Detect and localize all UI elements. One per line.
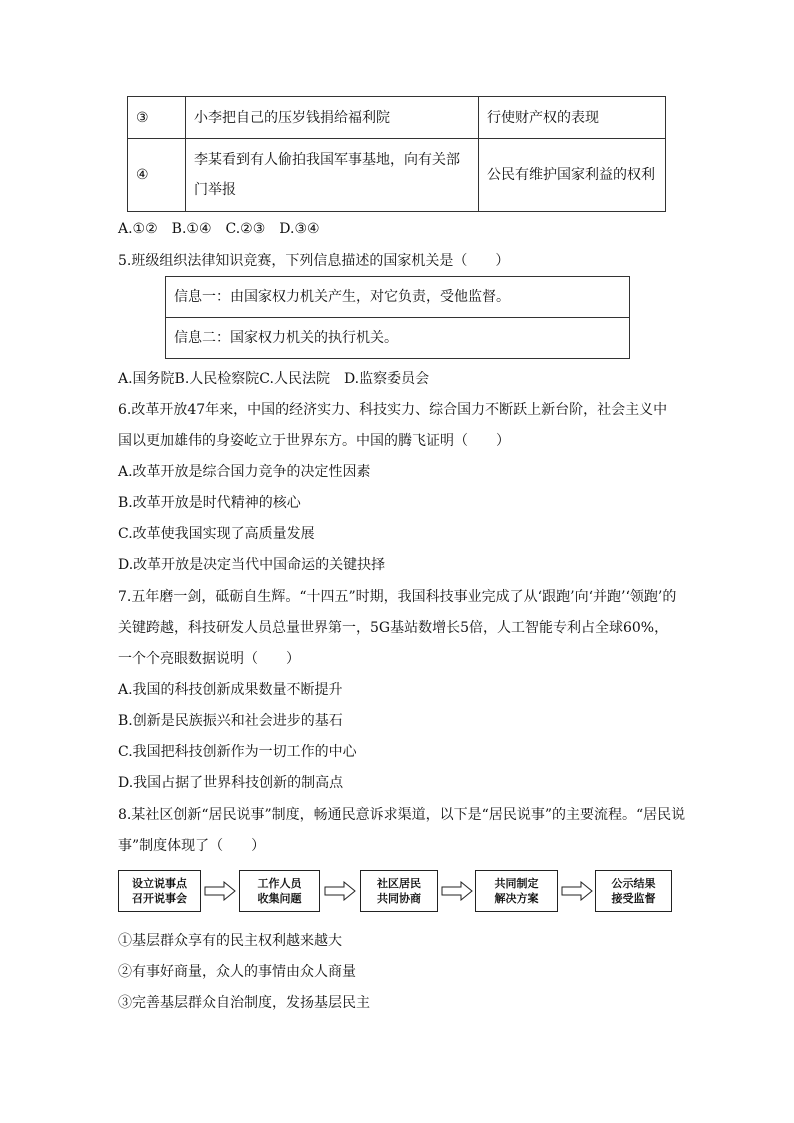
row-content: 李某看到有人偷拍我国军事基地，向有关部门举报 (186, 139, 479, 212)
flow-step-3 (360, 870, 438, 912)
flow-step-1 (118, 870, 201, 912)
q5-info-box (165, 276, 630, 359)
q8-statement-3: ③完善基层群众自治制度，发扬基层民主 (118, 995, 370, 1011)
q5-stem: 5.班级组织法律知识竞赛，下列信息描述的国家机关是（ ） (118, 253, 510, 269)
flow-step-4 (475, 870, 558, 912)
q8-stem-line2: 事”制度体现了（ ） (118, 838, 266, 854)
q6-option-d: D.改革开放是决定当代中国命运的关键抉择 (118, 557, 386, 573)
q6-stem-line2: 国以更加雄伟的身姿屹立于世界东方。中国的腾飞证明（ ） (118, 433, 510, 449)
q7-stem-line2: 关键跨越，科技研发人员总量世界第一，5G基站数增长5倍，人工智能专利占全球60%， (118, 620, 669, 636)
q8-statement-1: ①基层群众享有的民主权利越来越大 (118, 933, 342, 949)
row-analysis: 公民有维护国家利益的权利 (479, 139, 666, 212)
q5-options: A.国务院B.人民检察院C.人民法院 D.监察委员会 (118, 371, 430, 387)
table-row (128, 139, 666, 212)
q7-stem-line3: 一个个亮眼数据说明（ ） (118, 651, 300, 667)
q5-info-2: 信息二：国家权力机关的执行机关。 (166, 317, 629, 358)
q6-option-a: A.改革开放是综合国力竞争的决定性因素 (118, 464, 371, 480)
arrow-right-icon (204, 881, 236, 901)
flow-step-line2: 召开说事会 (132, 892, 187, 905)
q7-option-a: A.我国的科技创新成果数量不断提升 (118, 682, 343, 698)
flow-step-line2: 解决方案 (494, 892, 539, 905)
row-number: ③ (128, 97, 186, 139)
flow-step-line1: 工作人员 (257, 877, 302, 890)
arrow-right-icon (441, 881, 473, 901)
q7-option-d: D.我国占据了世界科技创新的制高点 (118, 775, 344, 791)
q4-options: A.①② B.①④ C.②③ D.③④ (118, 221, 320, 237)
q7-option-b: B.创新是民族振兴和社会进步的基石 (118, 713, 343, 729)
q5-info-1: 信息一：由国家权力机关产生，对它负责，受他监督。 (174, 289, 510, 305)
row-number: ④ (128, 139, 186, 212)
options-table (127, 96, 666, 212)
flow-step-2 (239, 870, 320, 912)
flow-step-5 (595, 870, 672, 912)
q7-option-c: C.我国把科技创新作为一切工作的中心 (118, 744, 357, 760)
q8-statement-2: ②有事好商量，众人的事情由众人商量 (118, 964, 356, 980)
q6-stem-line1: 6.改革开放47年来，中国的经济实力、科技实力、综合国力不断跃上新台阶，社会主义中 (118, 402, 668, 418)
flow-step-line2: 收集问题 (257, 892, 302, 905)
q8-stem-line1: 8.某社区创新“居民说事”制度，畅通民意诉求渠道，以下是“居民说事”的主要流程。“居民说 (118, 807, 686, 823)
row-content: 小李把自己的压岁钱捐给福利院 (186, 97, 479, 139)
flow-step-line1: 公示结果 (611, 877, 656, 890)
q6-option-b: B.改革开放是时代精神的核心 (118, 495, 301, 511)
flow-step-line1: 社区居民 (377, 877, 421, 890)
flow-step-line1: 设立说事点 (132, 877, 187, 890)
arrow-right-icon (324, 881, 356, 901)
row-analysis: 行使财产权的表现 (479, 97, 666, 139)
arrow-right-icon (561, 881, 593, 901)
q7-stem-line1: 7.五年磨一剑，砥砺自生辉。“十四五”时期，我国科技事业完成了从‘跟跑’向‘并跑’‘领跑’的 (118, 589, 677, 605)
flow-step-line2: 接受监督 (611, 892, 656, 905)
q6-option-c: C.改革使我国实现了高质量发展 (118, 526, 315, 542)
table-row (128, 97, 666, 139)
flow-step-line2: 共同协商 (377, 892, 421, 905)
flow-step-line1: 共同制定 (494, 877, 539, 890)
